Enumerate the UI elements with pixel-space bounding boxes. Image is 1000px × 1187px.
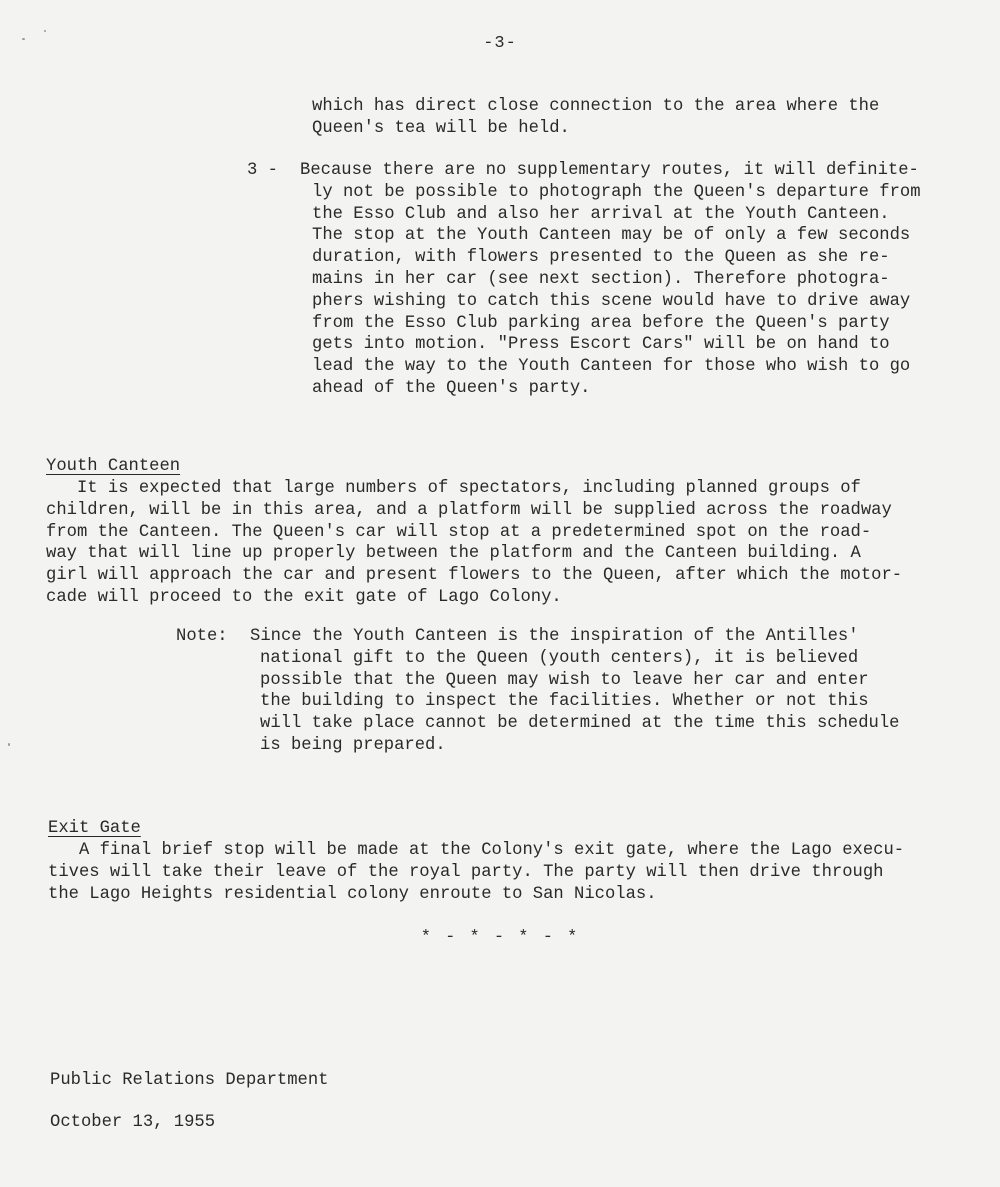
text-line: the building to inspect the facilities. Whether or not this (260, 692, 869, 712)
text-line: lead the way to the Youth Canteen for those who wish to go (312, 357, 911, 377)
text-line: the Esso Club and also her arrival at the Youth Canteen. (312, 204, 890, 224)
text-line: gets into motion. "Press Escort Cars" will be on hand to (312, 335, 890, 355)
text-line: A final brief stop will be made at the Colony's exit gate, where the Lago execu- (48, 841, 905, 860)
text-line: is being prepared. (260, 735, 446, 755)
item-3-paragraph (300, 160, 960, 400)
text-line: cade will proceed to the exit gate of Lago Colony. (46, 587, 562, 607)
text-line: tives will take their leave of the royal party. The party will then drive through (48, 862, 884, 882)
text-line: national gift to the Queen (youth centers), it is believed (260, 648, 859, 668)
text-line: Since the Youth Canteen is the inspiration of the Antilles' (250, 627, 859, 646)
section-heading-exit-gate: Exit Gate (48, 819, 141, 838)
text-line: The stop at the Youth Canteen may be of only a few seconds (312, 226, 911, 246)
youth-canteen-paragraph (46, 478, 966, 609)
note-paragraph (250, 626, 950, 757)
text-line: duration, with flowers presented to the Queen as she re- (312, 248, 890, 268)
text-line: mains in her car (see next section). Therefore photogra- (312, 269, 890, 289)
paper-speck (8, 743, 10, 746)
item-number: 3 - (247, 161, 278, 180)
text-line: girl will approach the car and present flowers to the Queen, after which the motor- (46, 566, 903, 586)
document-date: October 13, 1955 (50, 1113, 216, 1132)
text-line: will take place cannot be determined at the time this schedule (260, 714, 900, 734)
text-line: possible that the Queen may wish to leave her car and enter (260, 670, 869, 690)
text-line: Because there are no supplementary routes, it will definite- (300, 161, 919, 180)
department-signature: Public Relations Department (50, 1071, 329, 1090)
text-line: Queen's tea will be held. (312, 118, 570, 138)
section-separator: * - * - * - * (420, 928, 580, 947)
exit-gate-paragraph (48, 840, 968, 905)
text-line: ahead of the Queen's party. (312, 378, 591, 398)
text-line: ly not be possible to photograph the Queen's departure from (312, 182, 921, 202)
section-heading-youth-canteen: Youth Canteen (46, 457, 181, 476)
paper-speck (22, 38, 25, 40)
text-line: phers wishing to catch this scene would have to drive away (312, 291, 911, 311)
text-line: It is expected that large numbers of spectators, including planned groups of (46, 479, 861, 498)
text-line: which has direct close connection to the area where the (312, 97, 880, 116)
text-line: from the Esso Club parking area before the Queen's party (312, 313, 890, 333)
continuation-paragraph (312, 96, 879, 140)
paper-speck (44, 30, 46, 32)
text-line: from the Canteen. The Queen's car will stop at a predetermined spot on the road- (46, 522, 872, 542)
note-label: Note: (176, 627, 228, 646)
page-number: -3- (483, 34, 517, 53)
text-line: children, will be in this area, and a platform will be supplied across the roadway (46, 500, 892, 520)
text-line: the Lago Heights residential colony enroute to San Nicolas. (48, 884, 657, 904)
text-line: way that will line up properly between the platform and the Canteen building. A (46, 544, 861, 564)
